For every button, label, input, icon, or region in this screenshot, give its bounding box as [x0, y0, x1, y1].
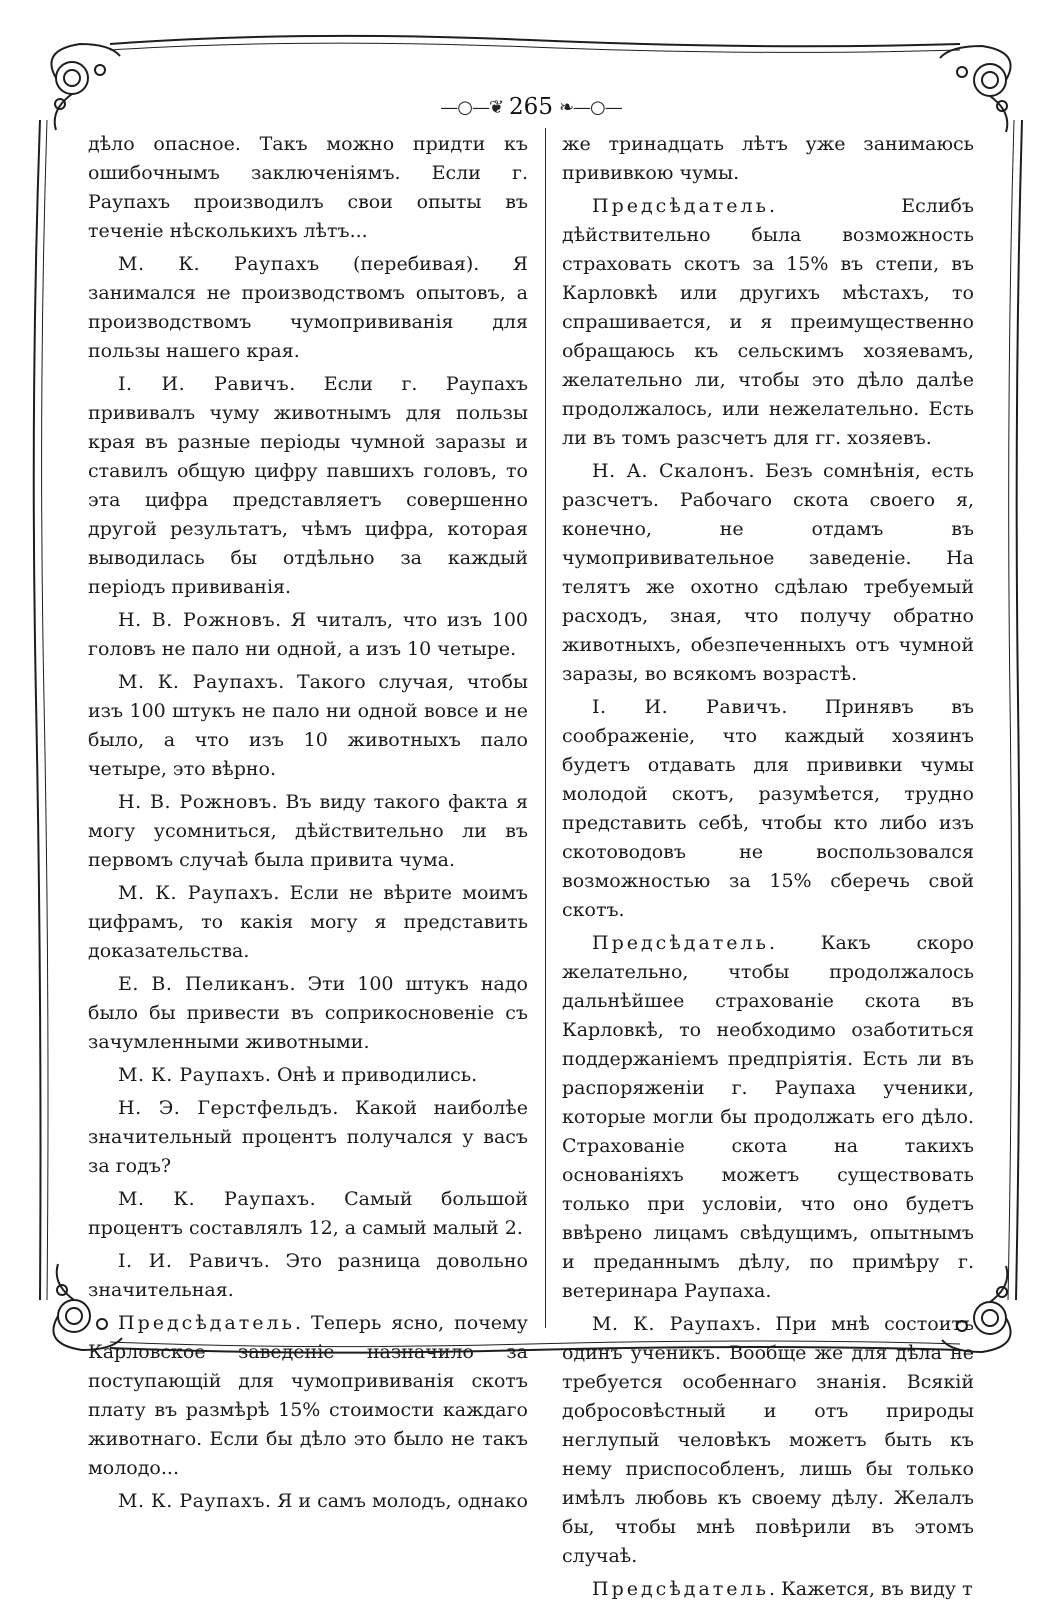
speaker-name: Предсѣдатель	[592, 195, 769, 217]
paragraph-text: . Кажется, въ виду т	[768, 1578, 973, 1600]
paragraph-text: . Онѣ и приводились.	[264, 1064, 478, 1086]
right-text-column	[562, 130, 974, 1600]
paragraph	[88, 1309, 528, 1483]
speaker-name: М. К. Раупахъ	[118, 1490, 265, 1512]
paragraph	[88, 970, 528, 1057]
header-ornament-left: —○—❦	[440, 96, 504, 118]
paragraph	[88, 370, 528, 602]
speaker-name: Н. Э. Герстфельдъ	[118, 1097, 333, 1119]
speaker-name: Н. А. Скалонъ	[592, 460, 749, 482]
paragraph	[562, 130, 974, 188]
column-divider	[545, 128, 546, 1328]
speaker-name: М. К. Раупахъ	[118, 671, 279, 693]
speaker-name: І. И. Равичъ	[118, 1250, 264, 1272]
paragraph-text: . При мнѣ состоитъ одинъ ученикъ. Вообще же для дѣла не требуется особеннаго знанія. Всякій добросовѣстный и отъ природы неглупый человѣкъ можетъ быть къ нему приспособленъ, лишь бы только имѣлъ любовь къ своему дѣлу. Желалъ бы, чтобы мнѣ повѣрили въ этомъ случаѣ.	[562, 1313, 974, 1567]
paragraph	[88, 130, 528, 246]
paragraph-text: . Какъ скоро желательно, чтобы продолжалось дальнѣйшее страхованіе скота въ Карловкѣ, то необходимо озаботиться поддержаніемъ предпріятія. Есть ли въ распоряженіи г. Раупаха ученики, которые могли бы продолжать его дѣло. Страхованіе скота на такихъ основаніяхъ можетъ существовать только при условіи, что оно будетъ ввѣрено лицамъ свѣдущимъ, опытнымъ и преданнымъ дѣлу, по примѣру г. ветеринара Раупаха.	[562, 932, 974, 1302]
header-ornament-right: ❧—○—	[558, 96, 622, 118]
paragraph-text: (перебивая). Я занимался не производствомъ опытовъ, а производствомъ чумопрививанія для пользы нашего края.	[88, 253, 528, 362]
speaker-name: Н. В. Рожновъ	[118, 609, 276, 631]
paragraph-text: . Если г. Раупахъ прививалъ чуму животнымъ для пользы края въ разные періоды чумной заразы и ставилъ общую цифру павшихъ головъ, то эта цифра представляетъ совершенно другой результатъ, чѣмъ цифра, которая выводилась бы отдѣльно за каждый періодъ прививанія.	[88, 373, 528, 598]
paragraph	[88, 606, 528, 664]
speaker-name: Предсѣдатель	[592, 1578, 769, 1600]
paragraph	[562, 1575, 974, 1604]
paragraph	[88, 1185, 528, 1243]
paragraph-text: . Такого случая, чтобы изъ 100 штукъ не пало ни одной вовсе и не было, а что изъ 10 животныхъ пало четыре, это вѣрно.	[88, 671, 529, 780]
paragraph	[88, 879, 528, 966]
speaker-name: М. К. Раупахъ	[118, 1188, 310, 1210]
paragraph	[88, 1487, 528, 1516]
speaker-name: І. И. Равичъ	[118, 373, 290, 395]
paragraph	[562, 693, 974, 925]
paragraph-text: . Въ виду такого факта я могу усомниться, дѣйствительно ли въ первомъ случаѣ была привита чума.	[88, 791, 528, 871]
paragraph	[562, 929, 974, 1306]
paragraph	[562, 1310, 974, 1571]
paragraph	[88, 1247, 528, 1305]
paragraph-text: . Принявъ въ соображеніе, что каждый хозяинъ будетъ отдавать для прививки чумы молодой скотъ, разумѣется, трудно представить себѣ, чтобы кто либо изъ скотоводовъ не воспользовался возможностью за 15% сберечь свой скотъ.	[562, 696, 974, 921]
speaker-name: Н. В. Рожновъ	[118, 791, 272, 813]
paragraph-text: . Безъ сомнѣнія, есть разсчетъ. Рабочаго скота своего я, конечно, не отдамъ въ чумопрививательное заведеніе. На телятъ же охотно сдѣлаю требуемый расходъ, зная, что получу обратно животныхъ, обезпеченныхъ отъ чумной заразы, во всякомъ возрастѣ.	[562, 460, 974, 685]
speaker-name: Предсѣдатель	[592, 932, 769, 954]
paragraph	[88, 1094, 528, 1181]
paragraph	[88, 788, 528, 875]
paragraph-text: . Это разница довольно значительная.	[88, 1250, 528, 1301]
paragraph	[88, 1061, 528, 1090]
paragraph-text: дѣло опасное. Такъ можно придти къ ошибочнымъ заключеніямъ. Если г. Раупахъ производилъ свои опыты въ теченіе нѣсколькихъ лѣтъ...	[88, 133, 528, 242]
paragraph-text: . Какой наиболѣе значительный процентъ получался у васъ за годъ?	[88, 1097, 528, 1177]
paragraph	[562, 457, 974, 689]
paragraph-text: . Если не вѣрите моимъ цифрамъ, то какія могу я представить доказательства.	[88, 882, 528, 962]
speaker-name: М. К. Раупахъ	[118, 1064, 265, 1086]
paragraph-text: же тринадцать лѣтъ уже занимаюсь прививкою чумы.	[562, 133, 974, 184]
paragraph-text: . Самый большой процентъ составлялъ 12, а самый малый 2.	[88, 1188, 529, 1239]
left-text-column	[88, 130, 529, 1512]
speaker-name: М. К. Раупахъ	[592, 1313, 756, 1335]
paragraph-text: . Еслибъ дѣйствительно была возможность страховать скотъ за 15% въ степи, въ Карловкѣ или другихъ мѣстахъ, то спрашивается, и я преимущественно обращаюсь къ сельскимъ хозяевамъ, желательно ли, чтобы это дѣло далѣе продолжалось, или нежелательно. Есть ли въ томъ разсчетъ для гг. хозяевъ.	[562, 195, 974, 449]
speaker-name: І. И. Равичъ	[592, 696, 782, 718]
paragraph-text: . Теперь ясно, почему Карловское заведеніе назначило за поступающій для чумопрививанія скотъ плату въ размѣрѣ 15% стоимости каждаго животнаго. Если бы дѣло это было не такъ молодо...	[88, 1312, 528, 1479]
speaker-name: М. К. Раупахъ	[118, 253, 320, 275]
paragraph	[562, 192, 974, 453]
paragraph	[88, 250, 528, 366]
page-header	[0, 92, 1062, 122]
speaker-name: Е. В. Пеликанъ	[118, 973, 290, 995]
speaker-name: Предсѣдатель	[118, 1312, 295, 1334]
paragraph	[88, 668, 528, 784]
speaker-name: М. К. Раупахъ	[118, 882, 274, 904]
paragraph-text: . Эти 100 штукъ надо было бы привести въ соприкосновеніе съ зачумленными животными.	[88, 973, 528, 1053]
paragraph-text: . Я и самъ молодъ, однако	[264, 1490, 528, 1512]
paragraph-text: . Я читалъ, что изъ 100 головъ не пало ни одной, а изъ 10 четыре.	[88, 609, 528, 660]
page-number: 265	[509, 94, 553, 120]
